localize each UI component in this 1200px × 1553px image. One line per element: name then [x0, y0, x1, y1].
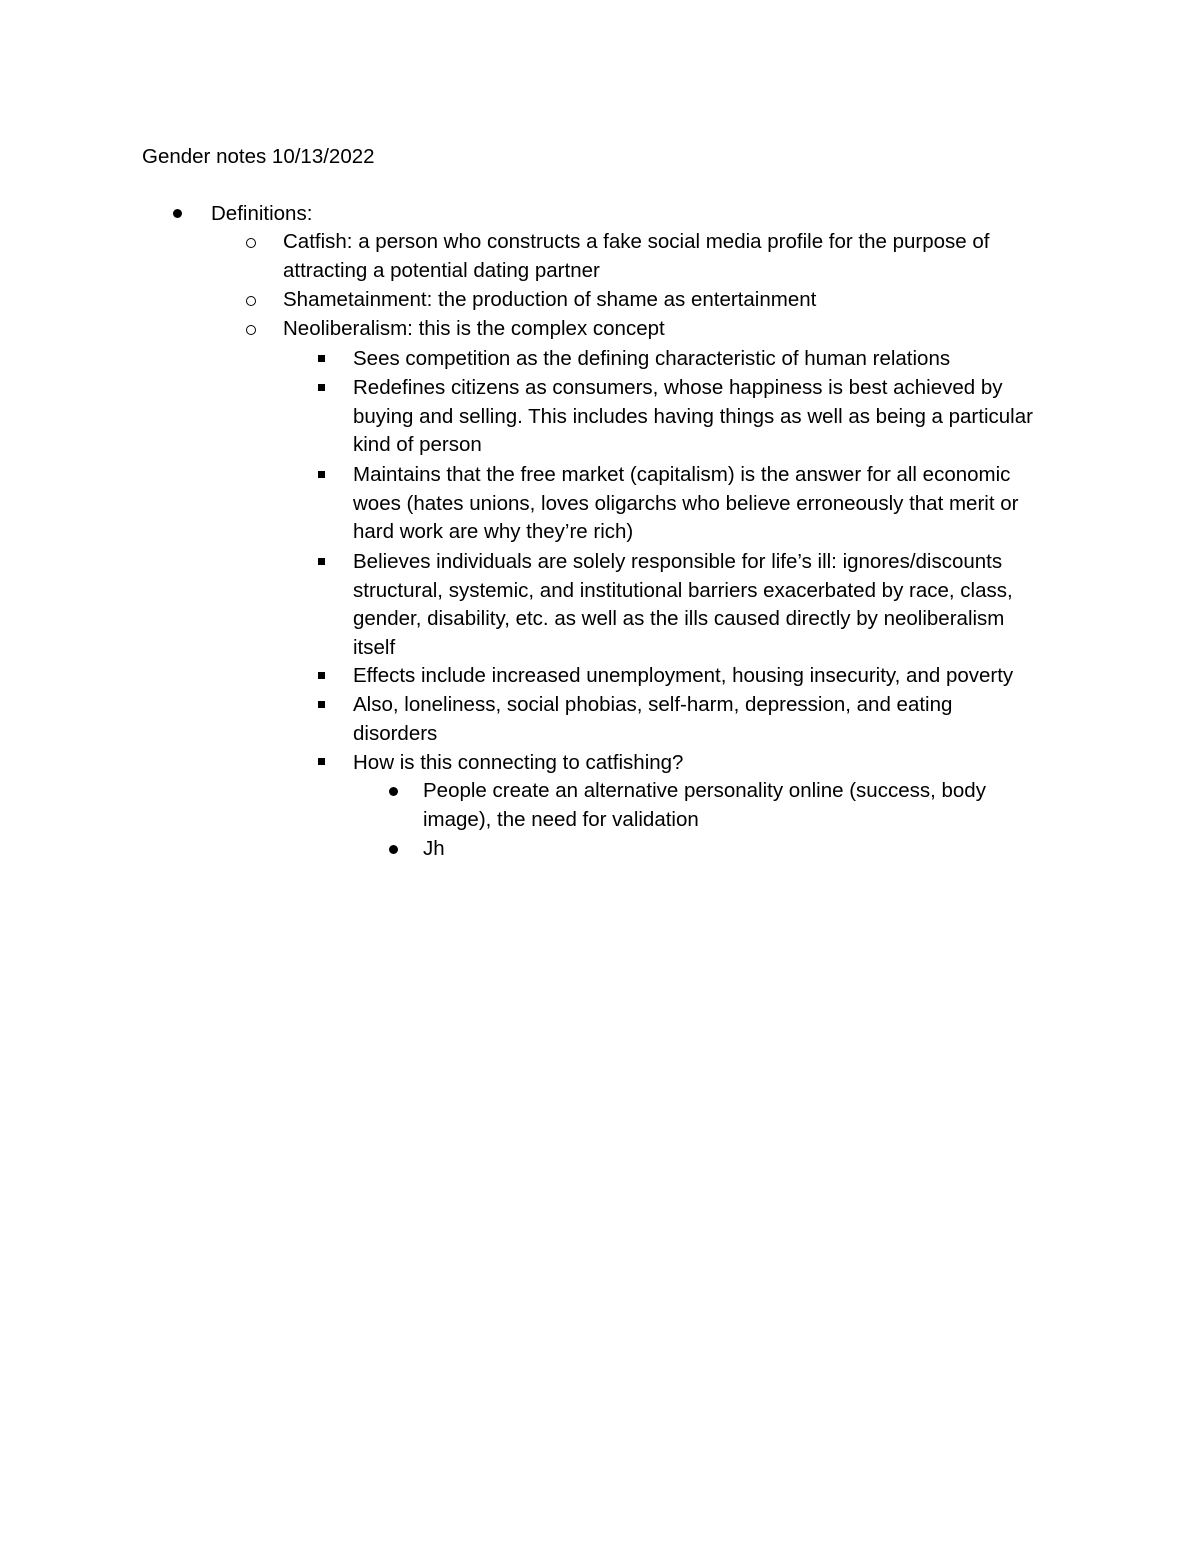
bullet-square-icon	[318, 384, 325, 391]
catfishing-point: Jh	[423, 837, 445, 860]
neoliberalism-point: structural, systemic, and institutional barriers exacerbated by race, class,	[353, 579, 1013, 602]
neoliberalism-definition: Neoliberalism: this is the complex concept	[283, 317, 665, 340]
neoliberalism-point: Sees competition as the defining characteristic of human relations	[353, 347, 951, 370]
neoliberalism-point: Redefines citizens as consumers, whose happiness is best achieved by	[353, 376, 1003, 399]
neoliberalism-point: itself	[353, 636, 396, 659]
neoliberalism-point: gender, disability, etc. as well as the ills caused directly by neoliberalism	[353, 607, 1005, 630]
neoliberalism-point: How is this connecting to catfishing?	[353, 751, 684, 774]
bullet-square-icon	[318, 558, 325, 565]
neoliberalism-point: Effects include increased unemployment, housing insecurity, and poverty	[353, 664, 1014, 687]
bullet-dot-icon	[389, 787, 398, 796]
neoliberalism-point: Maintains that the free market (capitalism) is the answer for all economic	[353, 463, 1011, 486]
neoliberalism-point: kind of person	[353, 433, 482, 456]
bullet-square-icon	[318, 758, 325, 765]
catfishing-point: People create an alternative personality online (success, body	[423, 779, 986, 802]
bullet-dot-icon	[389, 845, 398, 854]
neoliberalism-point: woes (hates unions, loves oligarchs who believe erroneously that merit or	[353, 492, 1019, 515]
neoliberalism-point: disorders	[353, 722, 438, 745]
neoliberalism-point: Believes individuals are solely responsible for life’s ill: ignores/discounts	[353, 550, 1003, 573]
bullet-circle-icon	[246, 238, 256, 248]
shametainment-definition: Shametainment: the production of shame as entertainment	[283, 288, 817, 311]
document-title: Gender notes 10/13/2022	[142, 145, 375, 168]
neoliberalism-point: Also, loneliness, social phobias, self-harm, depression, and eating	[353, 693, 953, 716]
bullet-circle-icon	[246, 325, 256, 335]
definitions-label: Definitions:	[211, 202, 313, 225]
neoliberalism-point: buying and selling. This includes having things as well as being a particular	[353, 405, 1033, 428]
bullet-square-icon	[318, 355, 325, 362]
bullet-circle-icon	[246, 296, 256, 306]
catfish-definition-line: attracting a potential dating partner	[283, 259, 600, 282]
neoliberalism-point: hard work are why they’re rich)	[353, 520, 634, 543]
bullet-square-icon	[318, 701, 325, 708]
bullet-dot-icon	[173, 209, 182, 218]
catfishing-point: image), the need for validation	[423, 808, 699, 831]
bullet-square-icon	[318, 672, 325, 679]
bullet-square-icon	[318, 471, 325, 478]
catfish-definition-line: Catfish: a person who constructs a fake social media profile for the purpose of	[283, 230, 990, 253]
